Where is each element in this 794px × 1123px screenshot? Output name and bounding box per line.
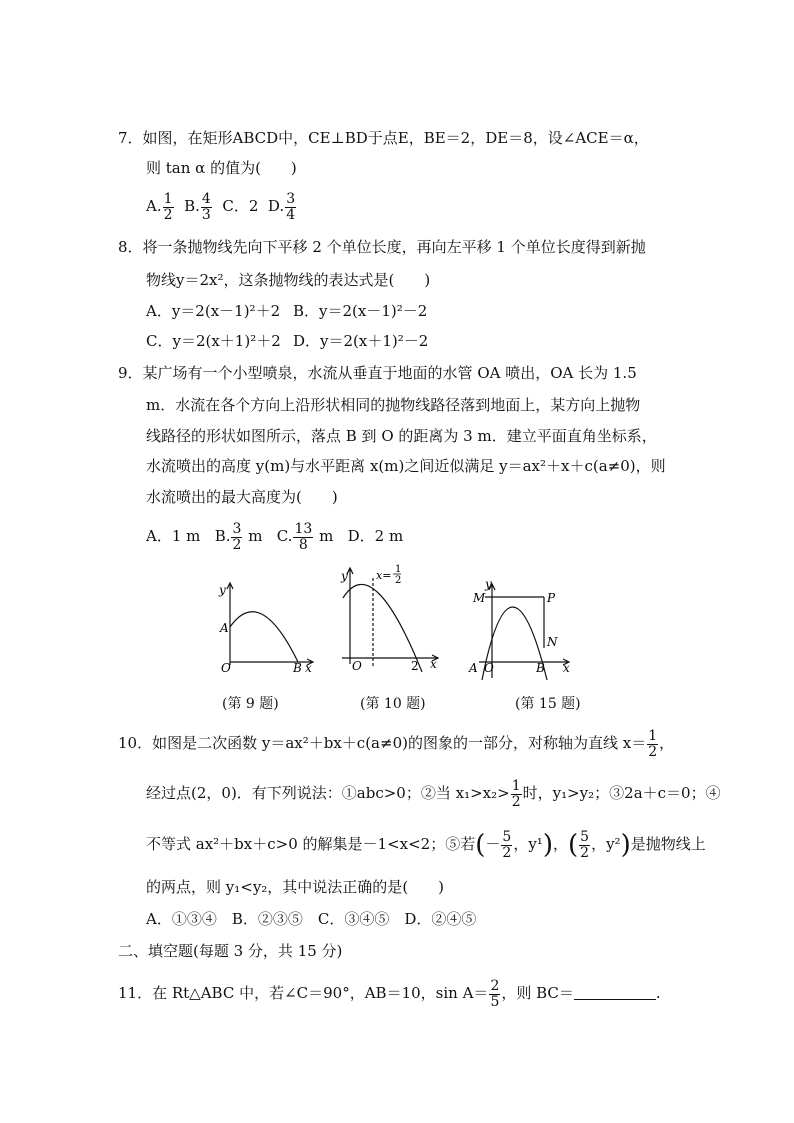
q9-options [146,518,403,554]
fig9-label-x: x [305,661,312,675]
fig10-axis-num: 1 [395,564,402,575]
fig10-label-o: O [352,659,362,673]
fig9-label-a: A [220,621,229,635]
fig15-label-n: N [547,635,558,649]
figure-9 [215,580,320,675]
q8-opt-c: C．y＝2(x＋1)²＋2 [146,332,281,350]
fig9-parabola [230,612,298,662]
fig10-axis-label: x= [376,569,392,582]
q9-opt-c: C. $\frac{13}{8}$ m [276,520,334,553]
fig10-caption: (第 10 题) [360,696,426,712]
fig15-caption: (第 15 题) [515,696,581,712]
fig15-label-a: A [469,661,478,675]
q9-stem-line3: 线路径的形状如图所示，落点 B 到 O 的距离为 3 m．建立平面直角坐标系， [146,427,657,445]
fig9-label-y: y [219,583,226,597]
q7-opt-d: D. $\frac{3}{4}$ [267,190,296,223]
q8-stem-line2: 物线y＝2x²，这条抛物线的表达式是( ) [146,271,431,289]
figure-15 [467,576,577,680]
fig9-label-b: B [293,661,302,675]
fig15-label-m: M [473,591,486,605]
q9-stem-line4: 水流喷出的高度 y(m)与水平距离 x(m)之间近似满足 y＝ax²＋x＋c(a≠0)，则 [146,457,666,475]
q9-stem-line1: 9．某广场有一个小型喷泉，水流从垂直于地面的水管 OA 喷出，OA 长为 1.5 [118,364,637,382]
q8-opt-b: B．y＝2(x－1)²－2 [293,302,428,320]
fig10-label-x: x [430,657,437,671]
fig9-caption: (第 9 题) [222,696,279,712]
q8-opt-d: D．y＝2(x＋1)²－2 [293,332,429,350]
q7-stem-line2: 则 tan α 的值为( ) [146,159,297,177]
q9-stem-line2: m．水流在各个方向上沿形状相同的抛物线路径落到地面上，某方向上抛物 [146,396,641,414]
fig15-label-o: O [484,661,494,675]
q10-options: A．①③④ B．②③⑤ C．③④⑤ D．②④⑤ [146,910,477,928]
q7-opt-a: A. $\frac{1}{2}$ [146,190,173,223]
q10-stem-line2: 经过点(2，0)．有下列说法：①abc>0；②当 x₁>x₂> $\frac{1}{2}$ 时，y₁>y₂；③2a＋c＝0；④ [146,777,721,810]
q7-stem-line1: 7．如图，在矩形ABCD中，CE⊥BD于点E，BE＝2，DE＝8，设∠ACE＝α， [118,129,649,147]
fig15-label-b: B [536,661,545,675]
fig15-label-x: x [563,661,570,675]
figure-10 [340,562,445,674]
fig10-label-y: y [341,569,348,583]
q10-stem-line4: 的两点，则 y₁<y₂，其中说法正确的是( ) [146,878,445,896]
q7-opt-b: B. $\frac{4}{3}$ [184,190,211,223]
q11-answer-blank[interactable] [574,983,656,1000]
q10-stem-line3: 不等式 ax²＋bx＋c>0 的解集是－1<x<2；⑤若(－ $\frac{5}{2}$ ，y¹)，( $\frac{5}{2}$ ，y²)是抛物线上 [146,828,706,861]
q7-options [146,188,297,224]
fig10-label-2: 2 [411,659,419,673]
q7-opt-c: C．2 [222,197,259,215]
fig9-label-o: O [221,661,231,675]
q9-opt-d: D．2 m [347,527,404,545]
q10-stem-line1: 10．如图是二次函数 y＝ax²＋bx＋c(a≠0)的图象的一部分，对称轴为直线 x＝ $\frac{1}{2}$ ， [118,727,675,760]
q9-opt-b: B. $\frac{3}{2}$ m [214,520,263,553]
q8-opt-a: A．y＝2(x－1)²＋2 [146,302,281,320]
fig10-axis-den: 2 [395,575,402,586]
section2-title: 二、填空题(每题 3 分，共 15 分) [118,942,343,960]
fig15-label-y: y [485,577,492,591]
q11-stem: 11．在 Rt△ABC 中，若∠C＝90°，AB＝10，sin A＝ $\frac{2}{5}$ ，则 BC＝ . [118,977,661,1010]
q9-opt-a: A．1 m [146,527,201,545]
q8-stem-line1: 8．将一条抛物线先向下平移 2 个单位长度，再向左平移 1 个单位长度得到新抛 [118,238,646,256]
fig15-label-p: P [547,591,556,605]
q9-stem-line5: 水流喷出的最大高度为( ) [146,488,338,506]
